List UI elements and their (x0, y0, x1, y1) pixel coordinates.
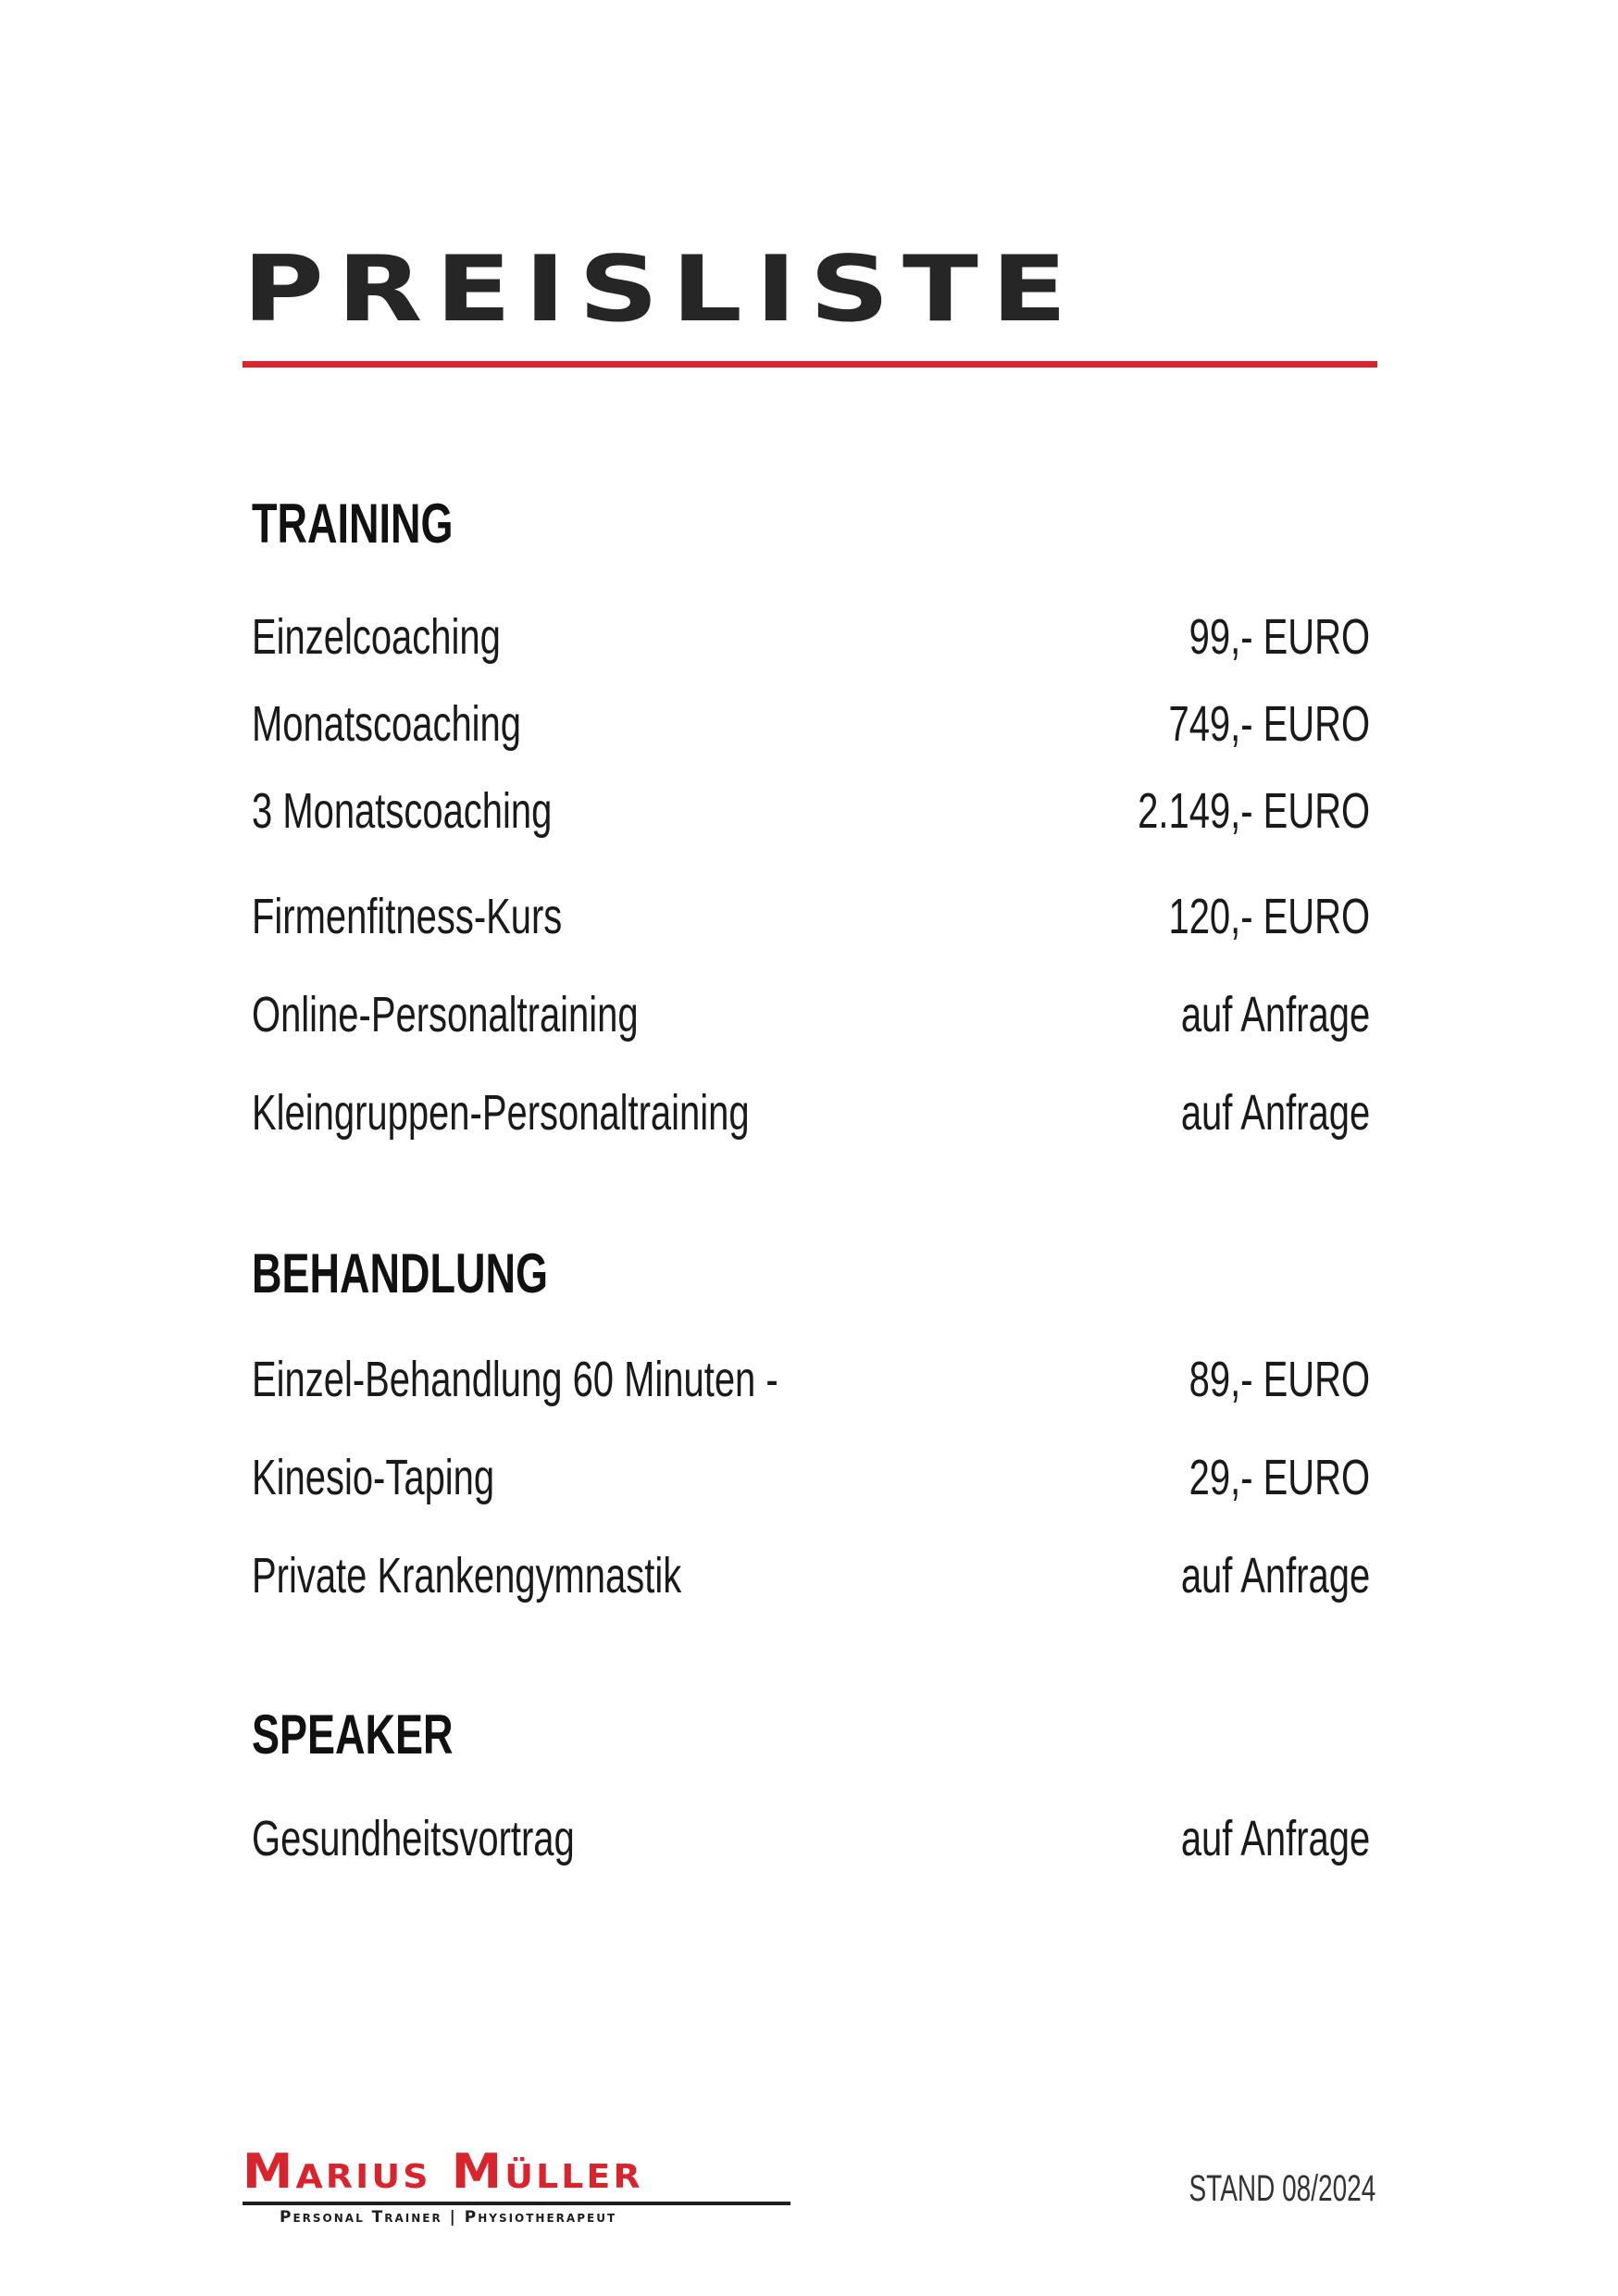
service-label: Kleingruppen-Personaltraining (252, 1085, 750, 1141)
service-price: 99,- EURO (1189, 609, 1370, 665)
service-price: 2.149,- EURO (1138, 783, 1370, 839)
service-price: auf Anfrage (1180, 1811, 1370, 1866)
price-row (252, 783, 1370, 839)
version-date: STAND 08/2024 (1189, 2168, 1375, 2209)
price-row (252, 609, 1370, 665)
price-row (252, 1450, 1370, 1505)
service-price: auf Anfrage (1180, 1548, 1370, 1603)
price-row (252, 1352, 1370, 1407)
price-row (252, 696, 1370, 752)
logo-tagline: Personal Trainer | Physiotherapeut (280, 2208, 617, 2227)
logo-divider (243, 2202, 790, 2205)
price-row (252, 1085, 1370, 1141)
service-label: Einzel-Behandlung 60 Minuten - (252, 1352, 778, 1407)
service-price: auf Anfrage (1180, 987, 1370, 1042)
service-label: Kinesio-Taping (252, 1450, 495, 1505)
service-label: Einzelcoaching (252, 609, 501, 665)
service-label: Monatscoaching (252, 696, 522, 752)
page-title: PREISLISTE (243, 236, 1080, 343)
service-label: 3 Monatscoaching (252, 783, 553, 839)
service-price: auf Anfrage (1180, 1085, 1370, 1141)
title-underline (243, 361, 1377, 368)
price-row (252, 1811, 1370, 1866)
section-title-behandlung: BEHANDLUNG (252, 1242, 548, 1304)
price-row (252, 889, 1370, 944)
service-label: Gesundheitsvortrag (252, 1811, 575, 1866)
section-title-speaker: SPEAKER (252, 1703, 454, 1766)
service-label: Private Krankengymnastik (252, 1548, 682, 1603)
logo-name: Marius Müller (243, 2144, 643, 2200)
service-price: 749,- EURO (1168, 696, 1370, 752)
section-title-training: TRAINING (252, 493, 454, 555)
service-price: 89,- EURO (1189, 1352, 1370, 1407)
price-row (252, 987, 1370, 1042)
price-row (252, 1548, 1370, 1603)
brand-logo (243, 2146, 798, 2229)
service-price: 29,- EURO (1189, 1450, 1370, 1505)
service-price: 120,- EURO (1168, 889, 1370, 944)
service-label: Online-Personaltraining (252, 987, 639, 1042)
service-label: Firmenfitness-Kurs (252, 889, 563, 944)
